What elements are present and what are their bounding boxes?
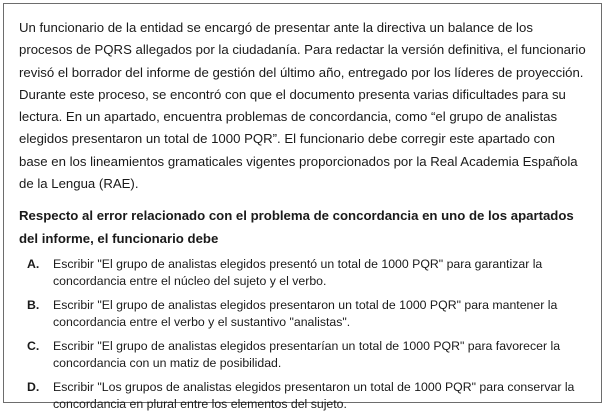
option-letter: B. [27, 297, 40, 312]
option-letter: C. [27, 338, 40, 353]
option-c[interactable] [19, 338, 587, 373]
answer-options [19, 256, 587, 414]
option-text: Escribir "El grupo de analistas elegidos presentaron un total de 1000 PQR" para mantener la concordancia entre el verbo y el sustantivo "analistas". [53, 297, 558, 330]
passage-text: Un funcionario de la entidad se encargó de presentar ante la directiva un balance de los procesos de PQRS allegados por la ciudadanía. Para redactar la versión definitiva, el funcionario revisó el borrador del informe de gestión del último año, entregado por los líderes de proyección. Durante este proceso, se encontró con que el documento presenta varias dificultades para su lectura. En un apartado, encuentra problemas de concordancia, como “el grupo de analistas elegidos presentaron un total de 1000 PQR”. El funcionario debe corregir este apartado con base en los lineamientos gramaticales vigentes proporcionados por la Real Academia Española de la Lengua (RAE). [19, 20, 586, 192]
option-text: Escribir "El grupo de analistas elegidos presentó un total de 1000 PQR" para garantizar la concordancia entre el núcleo del sujeto y el verbo. [53, 256, 543, 289]
question-stem: Respecto al error relacionado con el problema de concordancia en uno de los apartados del informe, el funcionario debe [19, 208, 574, 246]
option-letter: A. [27, 256, 40, 271]
option-b[interactable] [19, 297, 587, 332]
option-text: Escribir "Los grupos de analistas elegidos presentaron un total de 1000 PQR" para conservar la concordancia en plural entre los elementos del sujeto. [53, 379, 575, 412]
option-text: Escribir "El grupo de analistas elegidos presentarían un total de 1000 PQR" para favorecer la concordancia con un matiz de posibilidad. [53, 338, 561, 371]
question-card [3, 3, 602, 412]
option-letter: D. [27, 379, 40, 394]
option-a[interactable] [19, 256, 587, 291]
option-d[interactable] [19, 379, 587, 414]
